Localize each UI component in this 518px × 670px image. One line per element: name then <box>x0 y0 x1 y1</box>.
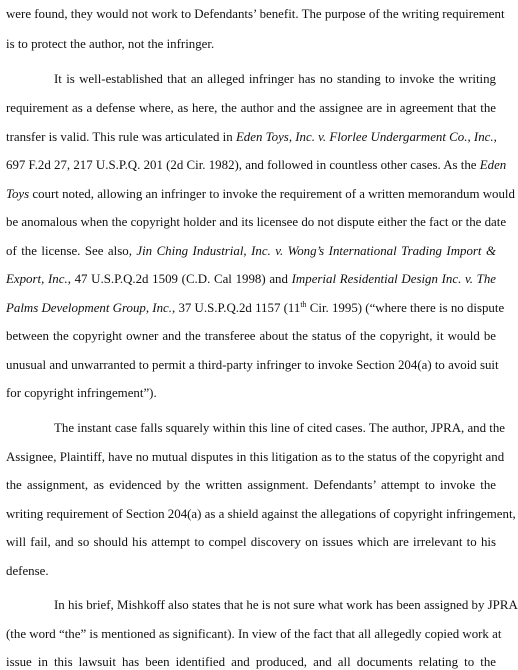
text-line <box>6 477 496 493</box>
ordinal-superscript: th <box>300 300 307 309</box>
text-line <box>6 100 496 116</box>
text-line <box>6 157 507 173</box>
text-run: Cir. 1995) (“where there is no dispute <box>306 301 505 315</box>
text-run: It is well-established that an alleged infringer has no standing to invoke the writing <box>54 72 496 86</box>
text-run: , 47 U.S.P.Q.2d 1509 (C.D. Cal 1998) and <box>67 272 292 286</box>
text-run: writing requirement of Section 204(a) as a shield against the allegations of copyright infringement, <box>6 507 516 521</box>
text-line <box>6 6 505 22</box>
text-line <box>6 36 496 52</box>
text-line <box>6 385 496 401</box>
text-run: (the word “the” is mentioned as significant). In view of the fact that all allegedly copied work at <box>6 627 502 641</box>
text-line <box>6 449 505 465</box>
text-line <box>6 597 518 613</box>
text-line <box>6 506 516 522</box>
text-run: , 37 U.S.P.Q.2d 1157 (11 <box>172 301 301 315</box>
text-run: , <box>493 130 497 144</box>
text-run: 697 F.2d 27, 217 U.S.P.Q. 201 (2d Cir. 1982), and followed in countless other cases. As the <box>6 158 480 172</box>
case-citation-italic: Eden <box>479 158 507 172</box>
text-line <box>6 214 507 230</box>
text-run: the assignment, as evidenced by the written assignment. Defendants’ attempt to invoke the <box>6 478 496 492</box>
text-run: In his brief, Mishkoff also states that he is not sure what work has been assigned by JPRA <box>54 598 518 612</box>
text-run: issue in this lawsuit has been identified and produced, and all documents relating to the <box>6 655 496 669</box>
text-run: requirement as a defense where, as here, the author and the assignee are in agreement that the <box>6 101 496 115</box>
text-line <box>6 534 496 550</box>
text-run: court noted, allowing an infringer to invoke the requirement of a written memorandum would <box>29 187 515 201</box>
text-run: The instant case falls squarely within this line of cited cases. The author, JPRA, and the <box>54 421 506 435</box>
text-run: unusual and unwarranted to permit a third-party infringer to invoke Section 204(a) to avoid suit <box>6 358 499 372</box>
text-line <box>6 654 496 670</box>
text-run: were found, they would not work to Defendants’ benefit. The purpose of the writing requirement <box>6 7 505 21</box>
text-run: for copyright infringement”). <box>6 386 157 400</box>
text-run: Assignee, Plaintiff, have no mutual disputes in this litigation as to the status of the copyright and <box>6 450 505 464</box>
text-line <box>6 71 496 87</box>
text-line <box>6 243 496 259</box>
text-run: will fail, and so should his attempt to compel discovery on issues which are irrelevant to his <box>6 535 496 549</box>
case-citation-italic: Imperial Residential Design Inc. v. The <box>291 272 496 286</box>
text-run: is to protect the author, not the infringer. <box>6 37 215 51</box>
case-citation-italic: Jin Ching Industrial, Inc. v. Wong’s International Trading Import & <box>136 244 496 258</box>
case-citation-italic: Toys <box>6 187 30 201</box>
text-line <box>6 328 496 344</box>
text-run: transfer is valid. This rule was articulated in <box>6 130 236 144</box>
text-run: defense. <box>6 564 49 578</box>
case-citation-italic: Export, Inc. <box>6 272 68 286</box>
text-line <box>6 300 505 316</box>
text-line <box>6 129 496 145</box>
text-line <box>6 420 506 436</box>
text-run: of the license. See also, <box>6 244 137 258</box>
text-line <box>6 186 515 202</box>
text-line <box>6 357 499 373</box>
text-run: be anomalous when the copyright holder and its licensee do not dispute either the fact or the date <box>6 215 507 229</box>
case-citation-italic: Palms Development Group, Inc. <box>6 301 172 315</box>
case-citation-italic: Eden Toys, Inc. v. Florlee Undergarment Co., Inc. <box>235 130 494 144</box>
text-line <box>6 563 496 579</box>
document-page <box>6 0 518 669</box>
text-line <box>6 271 496 287</box>
text-line <box>6 626 502 642</box>
text-run: between the copyright owner and the transferee about the status of the copyright, it would be <box>6 329 496 343</box>
